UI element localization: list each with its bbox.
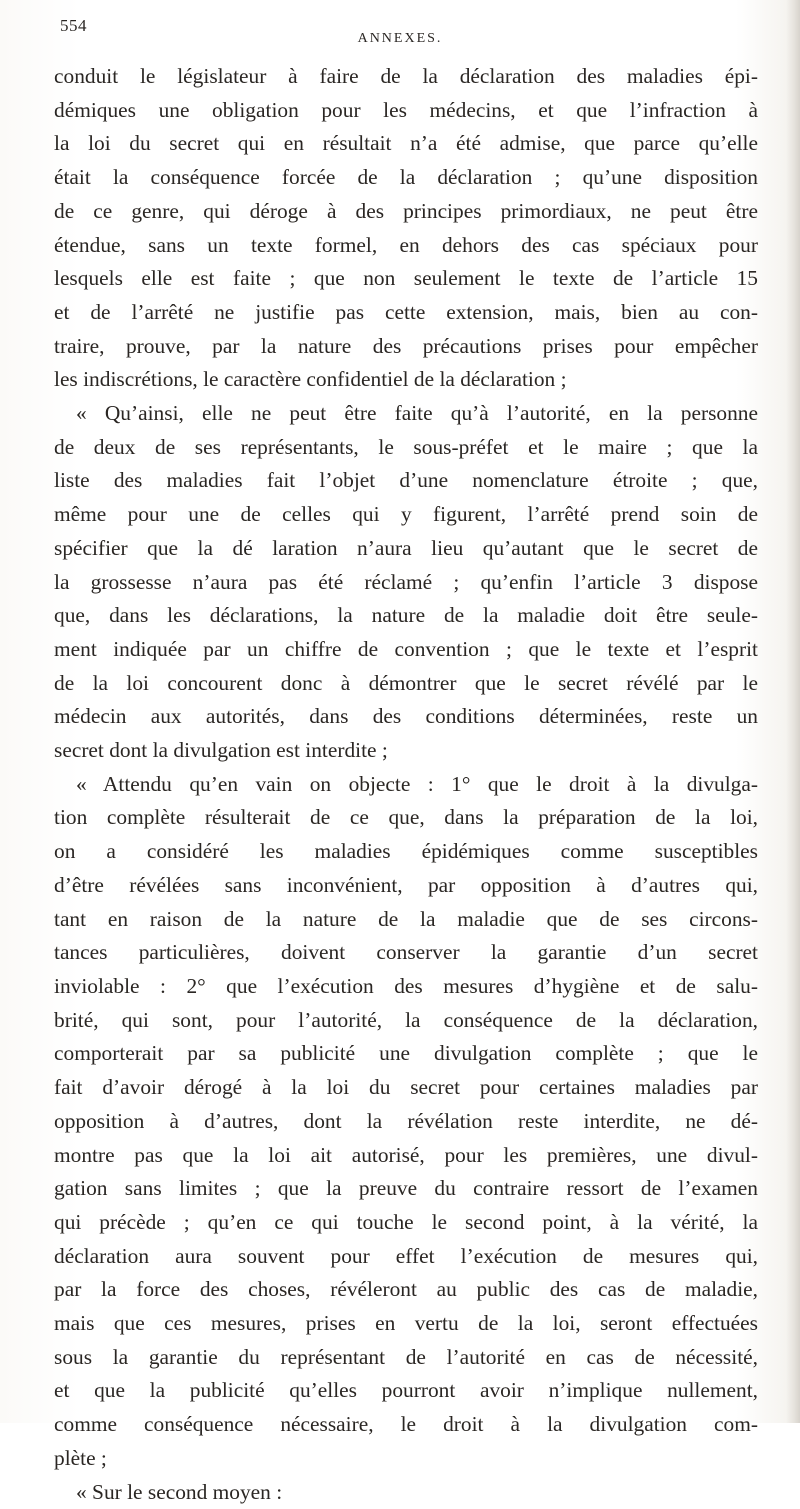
- text-line: secret dont la divulgation est interdite ;: [54, 738, 388, 763]
- text-line: « Qu’ainsi, elle ne peut être faite qu’à l’autorité, en la personne: [76, 401, 758, 426]
- text-line: brité, qui sont, pour l’autorité, la conséquence de la déclaration,: [54, 1007, 758, 1032]
- text-line: de la loi concourent donc à démontrer que le secret révélé par le: [54, 670, 758, 695]
- text-line: plète ;: [54, 1445, 107, 1470]
- text-line: que, dans les déclarations, la nature de la maladie doit être seule-: [54, 603, 758, 628]
- text-line: déclaration aura souvent pour effet l’exécution de mesures qui,: [54, 1243, 758, 1268]
- text-line: médecin aux autorités, dans des conditions déterminées, reste un: [54, 704, 758, 729]
- text-line: spécifier que la dé laration n’aura lieu qu’autant que le secret de: [54, 535, 758, 560]
- text-line: par la force des choses, révéleront au public des cas de maladie,: [54, 1277, 758, 1302]
- text-line: de deux de ses représentants, le sous-préfet et le maire ; que la: [54, 434, 758, 459]
- text-line: tant en raison de la nature de la maladie que de ses circons-: [54, 906, 758, 931]
- body-text: [54, 60, 758, 1509]
- text-line: tion complète résulterait de ce que, dans la préparation de la loi,: [54, 805, 758, 830]
- text-line: liste des maladies fait l’objet d’une nomenclature étroite ; que,: [54, 468, 758, 493]
- text-line: « Sur le second moyen :: [76, 1479, 283, 1504]
- text-line: la grossesse n’aura pas été réclamé ; qu’enfin l’article 3 dispose: [54, 569, 758, 594]
- text-line: gation sans limites ; que la preuve du contraire ressort de l’examen: [54, 1176, 758, 1201]
- text-line: démiques une obligation pour les médecins, et que l’infraction à: [54, 97, 758, 122]
- text-line: comporterait par sa publicité une divulgation complète ; que le: [54, 1041, 758, 1066]
- text-line: et que la publicité qu’elles pourront avoir n’implique nullement,: [54, 1378, 758, 1403]
- text-line: d’être révélées sans inconvénient, par opposition à d’autres qui,: [54, 872, 758, 897]
- text-line: même pour une de celles qui y figurent, l’arrêté prend soin de: [54, 502, 758, 527]
- text-line: inviolable : 2° que l’exécution des mesures d’hygiène et de salu-: [54, 973, 758, 998]
- text-line: lesquels elle est faite ; que non seulement le texte de l’article 15: [54, 266, 758, 291]
- text-line: la loi du secret qui en résultait n’a été admise, que parce qu’elle: [54, 131, 758, 156]
- text-line: comme conséquence nécessaire, le droit à la divulgation com-: [54, 1412, 758, 1437]
- text-line: conduit le législateur à faire de la déclaration des maladies épi-: [54, 64, 758, 88]
- text-line: et de l’arrêté ne justifie pas cette extension, mais, bien au con-: [54, 299, 758, 324]
- text-line: on a considéré les maladies épidémiques comme susceptibles: [54, 839, 758, 864]
- text-line: qui précède ; qu’en ce qui touche le second point, à la vérité, la: [54, 1209, 758, 1234]
- text-line: fait d’avoir dérogé à la loi du secret pour certaines maladies par: [54, 1075, 758, 1100]
- text-line: mais que ces mesures, prises en vertu de la loi, seront effectuées: [54, 1311, 758, 1336]
- text-line: « Attendu qu’en vain on objecte : 1° que le droit à la divulga-: [76, 771, 758, 796]
- text-line: montre pas que la loi ait autorisé, pour les premières, une divul-: [54, 1142, 758, 1167]
- running-head: ANNEXES.: [357, 31, 443, 46]
- text-line: tances particulières, doivent conserver la garantie d’un secret: [54, 940, 758, 965]
- text-line: de ce genre, qui déroge à des principes primordiaux, ne peut être: [54, 198, 758, 223]
- page-number: 554: [60, 16, 87, 35]
- text-line: traire, prouve, par la nature des précautions prises pour empêcher: [54, 333, 758, 358]
- page-edge-shadow: [786, 0, 800, 1423]
- text-line: était la conséquence forcée de la déclaration ; qu’une disposition: [54, 165, 758, 190]
- text-line: ment indiquée par un chiffre de convention ; que le texte et l’esprit: [54, 636, 758, 661]
- text-line: étendue, sans un texte formel, en dehors des cas spéciaux pour: [54, 232, 758, 257]
- text-line: sous la garantie du représentant de l’autorité en cas de nécessité,: [54, 1344, 758, 1369]
- text-line: opposition à d’autres, dont la révélation reste interdite, ne dé-: [54, 1108, 758, 1133]
- text-line: les indiscrétions, le caractère confidentiel de la déclaration ;: [54, 367, 567, 392]
